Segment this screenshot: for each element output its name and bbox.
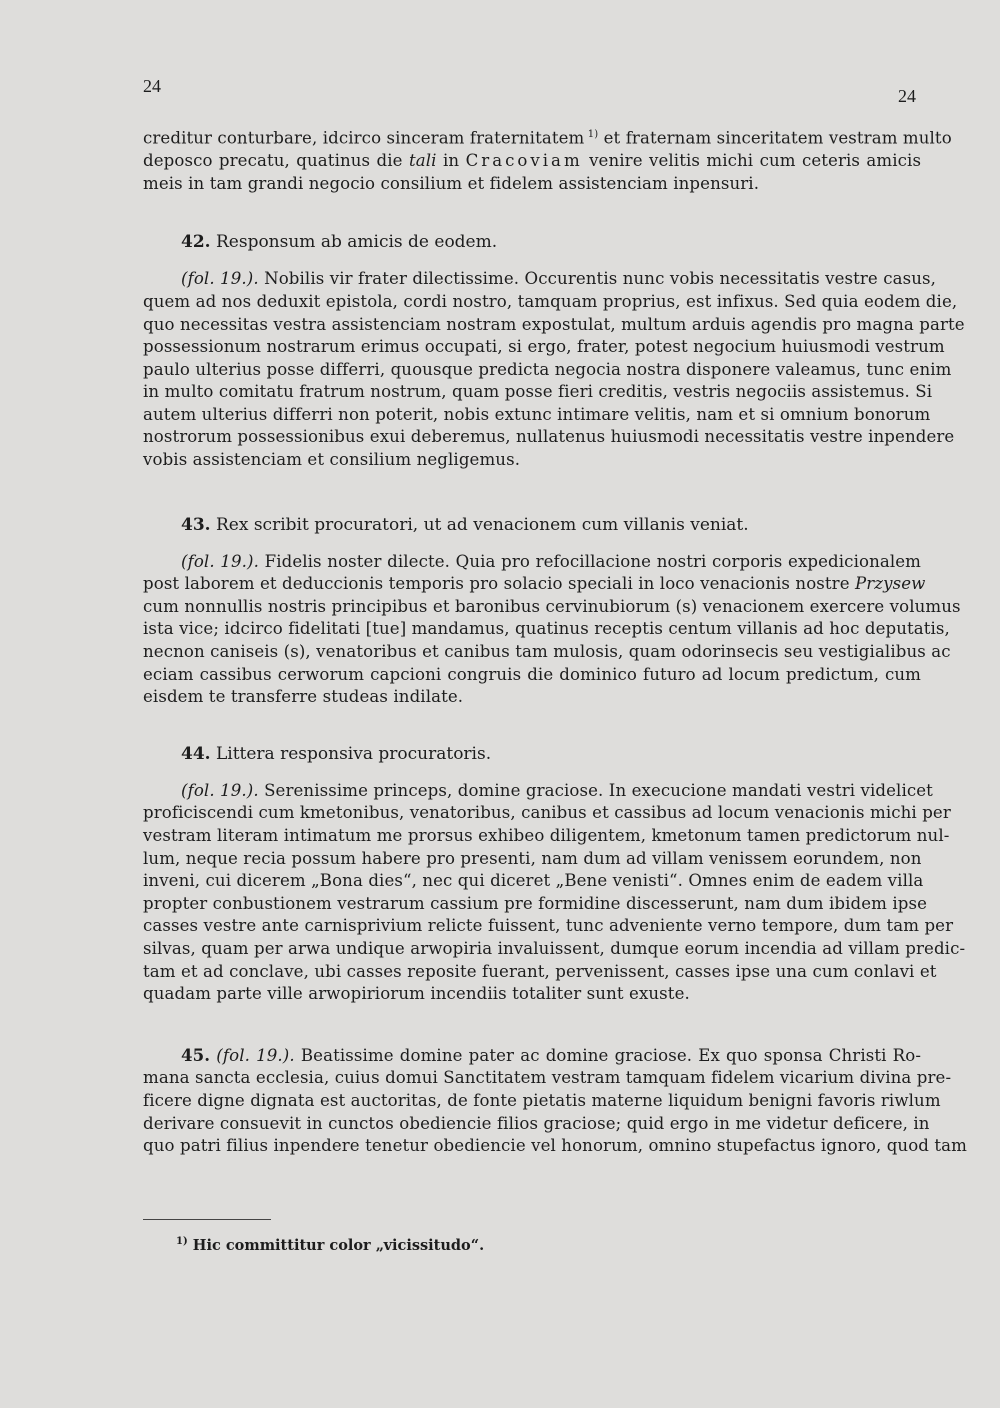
text-line: casses vestre ante carnisprivium relicte fuissent, tunc adveniente verno tempore, dum tam per	[143, 916, 954, 936]
section-number-45: 45.	[181, 1044, 211, 1065]
text-line: cum nonnullis nostris principibus et baronibus cervinubiorum (s) venacionem exercere volumus	[143, 596, 961, 616]
text-line: (fol. 19.). Fidelis noster dilecte. Quia pro refocillacione nostri corporis expedicionalem	[181, 551, 922, 571]
intro-paragraph	[143, 124, 952, 195]
footnote-mark: 1)	[176, 1236, 188, 1247]
text-line: in multo comitatu fratrum nostrum, quam posse fieri creditis, vestris negociis assistemus. Si	[143, 382, 933, 402]
text-line: 45. (fol. 19.). Beatissime domine pater ac domine graciose. Ex quo sponsa Christi Ro-	[181, 1044, 922, 1065]
text-line: eisdem te transferre studeas indilate.	[143, 687, 464, 707]
section-heading-44: 44. Littera responsiva procuratoris.	[181, 743, 492, 764]
text-line: possessionum nostrarum erimus occupati, si ergo, frater, potest negocium huiusmodi vestrum	[143, 337, 945, 357]
page-body	[143, 124, 967, 1158]
text-line: eciam cassibus cerworum capcioni congruis die dominico futuro ad locum predictum, cum	[143, 664, 921, 684]
footnote-text: Hic committitur color „vicissitudo“.	[192, 1236, 485, 1254]
text-line: post laborem et deduccionis temporis pro solacio speciali in loco venacionis nostre Przysew	[143, 574, 926, 594]
section-43-text	[143, 551, 961, 709]
text-line: necnon caniseis (s), venatoribus et canibus tam mulosis, quam odorinsecis seu vestigialibus ac	[143, 642, 951, 662]
text-line: paulo ulterius posse differri, quousque predicta negocia nostra disponere valeamus, tunc enim	[143, 359, 952, 379]
text-line: quadam parte ville arwopiriorum incendiis totaliter sunt exuste.	[143, 984, 690, 1004]
text-line: quo patri filius inpendere tenetur obediencie vel honorum, omnino stupefactus ignoro, quod tam	[143, 1136, 967, 1156]
text-line: autem ulterius differri non poterit, nobis extunc intimare velitis, nam et si omnium bonorum	[143, 404, 931, 424]
text-line: inveni, cui dicerem „Bona dies“, nec qui diceret „Bene venisti“. Omnes enim de eadem villa	[143, 871, 924, 891]
text-line: creditur conturbare, idcirco sinceram fraternitatem $^{1)}$ et fraternam sinceritatem vestram multo	[143, 128, 952, 148]
section-42-text	[143, 268, 965, 471]
text-line: ficere digne dignata est auctoritas, de fonte pietatis materne liquidum benigni favoris riwlum	[143, 1090, 941, 1110]
text-line: vestram literam intimatum me prorsus exhibeo diligentem, kmetonum tamen predictorum nul-	[143, 826, 950, 845]
footnote-reference[interactable]: 1)	[587, 129, 599, 140]
text-line: derivare consuevit in cunctos obediencie filios graciose; quid ergo in me videtur deficere, in	[143, 1113, 930, 1133]
text-line: (fol. 19.). Serenissime princeps, domine graciose. In execucione mandati vestri videlicet	[181, 780, 933, 800]
text-line: vobis assistenciam et consilium negligemus.	[143, 450, 521, 470]
text-line: nostrorum possessionibus exui deberemus, nullatenus huiusmodi necessitatis vestre inpendere	[143, 427, 955, 447]
text-line: lum, neque recia possum habere pro presenti, nam dum ad villam venissem eorundem, non	[143, 848, 922, 868]
section-heading-43: 43. Rex scribit procuratori, ut ad venacionem cum villanis veniat.	[181, 514, 749, 535]
footnote	[176, 1236, 484, 1254]
text-line: quo necessitas vestra assistenciam nostram expostulat, multum arduis agendis pro magna parte	[143, 314, 965, 334]
text-line: silvas, quam per arwa undique arwopiria invaluissent, dumque eorum incendia ad villam predic-	[143, 938, 966, 958]
page-number-right: 24	[898, 86, 916, 106]
section-heading-42: 42. Responsum ab amicis de eodem.	[181, 232, 498, 253]
page-number-left: 24	[143, 76, 161, 96]
text-line: (fol. 19.). Nobilis vir frater dilectissime. Occurentis nunc vobis necessitatis vestre casus,	[181, 269, 937, 289]
text-line: proficiscendi cum kmetonibus, venatoribus, canibus et cassibus ad locum venacionis michi per	[143, 803, 951, 823]
text-line: mana sancta ecclesia, cuius domui Sanctitatem vestram tamquam fidelem vicarium divina pre-	[143, 1068, 952, 1088]
section-44-text	[143, 780, 966, 1006]
text-line: quem ad nos deduxit epistola, cordi nostro, tamquam proprius, est infixus. Sed quia eodem die,	[143, 291, 958, 311]
text-line: ista vice; idcirco fidelitati [tue] mandamus, quatinus receptis centum villanis ad hoc deputatis,	[143, 619, 950, 639]
footnote-separator	[143, 1219, 271, 1220]
text-line: deposco precatu, quatinus die tali in Cracoviam venire velitis michi cum ceteris amicis	[143, 151, 922, 171]
text-line: meis in tam grandi negocio consilium et fidelem assistenciam inpensuri.	[143, 173, 760, 193]
section-45-text	[143, 1044, 967, 1158]
text-line: tam et ad conclave, ubi casses reposite fuerant, pervenissent, casses ipse una cum conlavi et	[143, 961, 937, 981]
text-line: propter conbustionem vestrarum cassium pre formidine discesserunt, nam dum ibidem ipse	[143, 893, 928, 913]
